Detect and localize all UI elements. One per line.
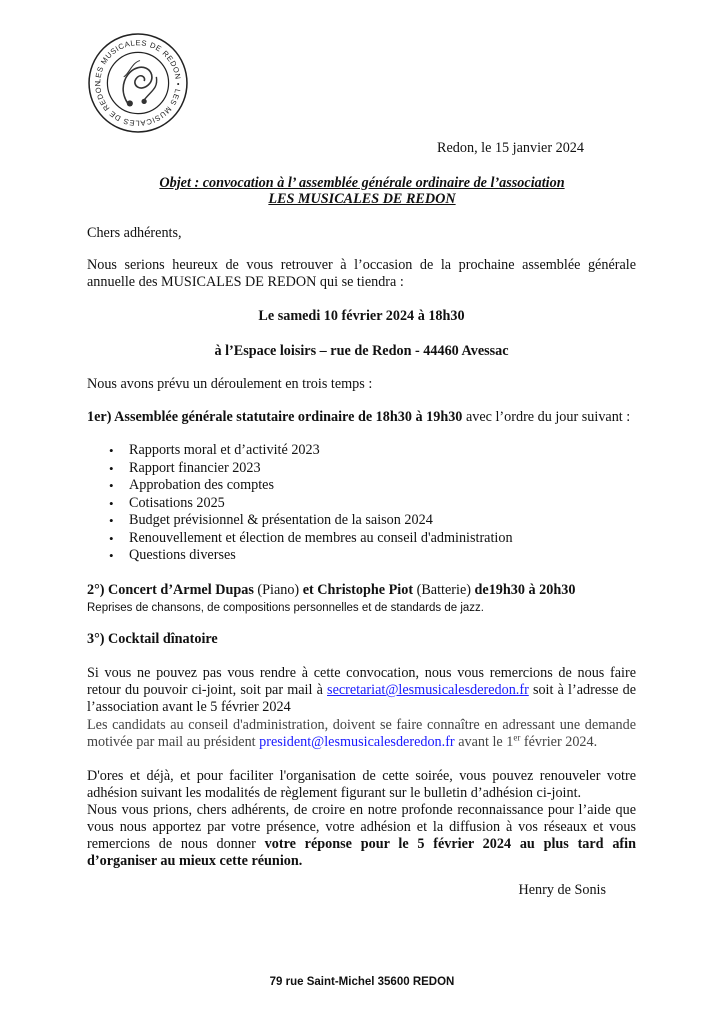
part2-e: de19h30 à 20h30: [474, 582, 576, 598]
list-item: • Rapports moral et d’activité 2023: [87, 442, 636, 460]
president-email-link[interactable]: president@lesmusicalesderedon.fr: [259, 734, 455, 750]
concert-description: Reprises de chansons, de compositions personnelles et de standards de jazz.: [87, 602, 484, 614]
paragraph-text: avant le 1: [454, 734, 514, 750]
part2-c: et Christophe Piot: [302, 582, 414, 598]
paragraph-text: Si vous ne pouvez pas vous rendre à cette convocation, nous vous remercions de nous faire retour du pouvoir ci-joint, soit par mail à: [87, 665, 636, 698]
part2-d: (Batterie): [413, 582, 475, 598]
event-place: à l’Espace loisirs – rue de Redon - 44460 Avessac: [214, 343, 509, 359]
paragraph-text: février 2024.: [520, 734, 598, 750]
part1-rest: avec l’ordre du jour suivant :: [462, 409, 631, 425]
list-item: • Rapport financier 2023: [87, 460, 636, 478]
agenda-list: [87, 442, 636, 565]
part2-a: 2°) Concert d’Armel Dupas: [87, 582, 254, 598]
list-item: • Budget prévisionnel & présentation de la saison 2024: [87, 512, 636, 530]
list-item: • Renouvellement et élection de membres au conseil d'administration: [87, 530, 636, 548]
paragraph-remerciements: [87, 802, 636, 870]
subject-line-1: Objet : convocation à l’ assemblée générale ordinaire de l’association: [159, 175, 565, 191]
subject-line-2: LES MUSICALES DE REDON: [268, 191, 456, 207]
date-line: Redon, le 15 janvier 2024: [437, 140, 584, 156]
part3-heading: 3°) Cocktail dînatoire: [87, 631, 218, 647]
event-date: Le samedi 10 février 2024 à 18h30: [258, 308, 465, 324]
salutation: Chers adhérents,: [87, 225, 182, 241]
list-item: • Cotisations 2025: [87, 495, 636, 513]
paragraph-text: Nous vous prions, chers adhérents, de croire en notre profonde reconnaissance pour l’aide que vous nous apportez par votre présence, votre adhésion et la diffusion à vos réseaux et vous remercions de nous donner: [87, 802, 636, 852]
superscript: er: [513, 732, 521, 743]
list-item: • Questions diverses: [87, 547, 636, 565]
paragraph-text: soit à l’adresse de l’association avant le 5 février 2024: [87, 682, 636, 715]
subject: [0, 175, 724, 207]
logo-ring-text: LES MUSICALES DE REDON • LES MUSICALES DE REDON: [93, 38, 183, 128]
intro-paragraph: Nous serions heureux de vous retrouver à l’occasion de la prochaine assemblée générale annuelle des MUSICALES DE REDON qui se tiendra :: [87, 257, 636, 290]
deroulement-text: Nous avons prévu un déroulement en trois temps :: [87, 376, 373, 392]
signature: Henry de Sonis: [518, 882, 606, 898]
paragraph-text: Les candidats au conseil d'administration, doivent se faire connaître en adressant une demande motivée par mail au président: [87, 717, 636, 750]
list-item: • Approbation des comptes: [87, 477, 636, 495]
secretariat-email-link[interactable]: secretariat@lesmusicalesderedon.fr: [327, 682, 529, 698]
part1-bold: 1er) Assemblée générale statutaire ordinaire de 18h30 à 19h30: [87, 409, 463, 425]
paragraph-candidats: [87, 717, 636, 751]
paragraph-bold-text: votre réponse pour le 5 février 2024 au plus tard afin d’organiser au mieux cette réunion.: [87, 836, 636, 869]
paragraph-pouvoir: [87, 665, 636, 716]
footer-address: 79 rue Saint-Michel 35600 REDON: [269, 976, 455, 988]
part1-heading: [87, 409, 636, 426]
part2-heading: [87, 582, 636, 599]
association-logo: [87, 32, 189, 134]
part2-b: (Piano): [253, 582, 303, 598]
paragraph-adhesion: D'ores et déjà, et pour faciliter l'organisation de cette soirée, vous pouvez renouveler votre adhésion suivant les modalités de règlement figurant sur le bulletin d’adhésion ci-joint.: [87, 768, 636, 801]
